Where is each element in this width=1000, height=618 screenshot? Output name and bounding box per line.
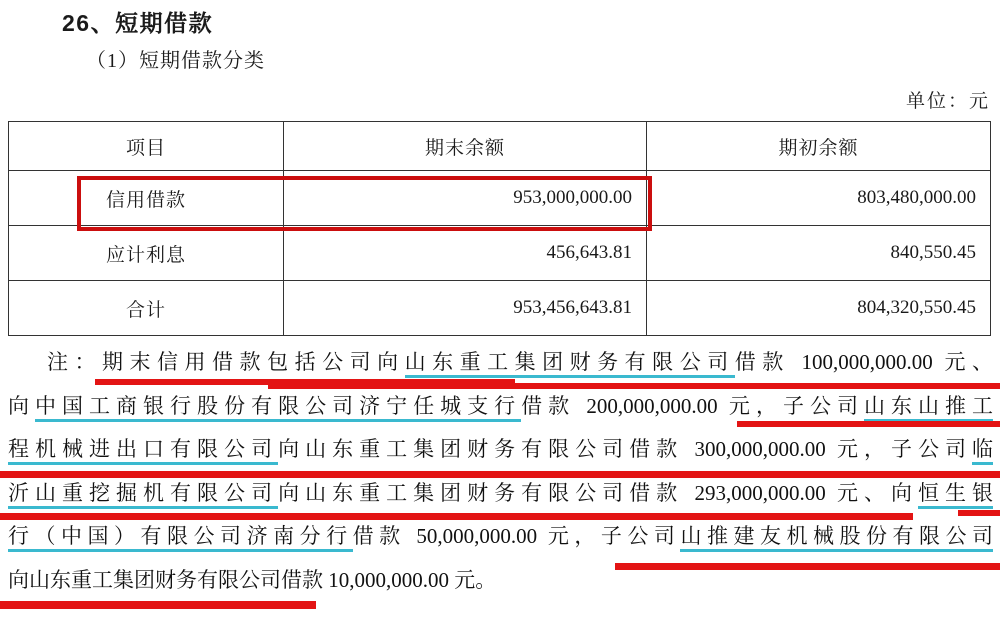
note-text: 向山东重工集团财务有限公司借款 10,000,000.00 元。 [8, 567, 497, 592]
entity-underlined: 山推建友机械股份有限公司 [680, 524, 993, 552]
table-cell: 803,480,000.00 [647, 171, 991, 226]
short-term-loans-table [8, 121, 991, 336]
note-line [8, 559, 993, 603]
note-text: 向 [8, 393, 36, 418]
table-body [9, 171, 991, 336]
note-line [8, 341, 993, 385]
table-cell: 953,000,000.00 [284, 171, 647, 226]
table-cell: 456,643.81 [284, 226, 647, 281]
note-line [8, 515, 993, 559]
entity-underlined: 山东重工集团财务有限公司 [405, 350, 735, 378]
note-line [8, 385, 993, 429]
entity-underlined: 临 [972, 437, 993, 465]
table-row [9, 171, 991, 226]
header-item: 项目 [9, 122, 284, 171]
header-beginning-balance: 期初余额 [647, 122, 991, 171]
note-text: 注：期末信用借款包括公司向 [47, 350, 405, 374]
header-ending-balance: 期末余额 [284, 122, 647, 171]
table-row [9, 281, 991, 336]
table-cell: 840,550.45 [647, 226, 991, 281]
table-header-row [9, 122, 991, 171]
note-text: 向山东重工集团财务有限公司借款 300,000,000.00 元，子公司 [278, 437, 972, 462]
note-text: 向山东重工集团财务有限公司借款 293,000,000.00 元、向 [278, 480, 918, 505]
subsection-title: （1）短期借款分类 [86, 50, 265, 72]
entity-underlined: 中国工商银行股份有限公司济宁任城支行 [35, 394, 521, 422]
section-title: 26、短期借款 [62, 10, 214, 36]
footnote-paragraph [8, 341, 993, 603]
note-text: 借款 200,000,000.00 元，子公司 [521, 393, 864, 418]
entity-underlined: 恒生银 [918, 481, 993, 509]
note-line [8, 428, 993, 472]
table-cell: 信用借款 [9, 171, 284, 226]
unit-label: 单位：元 [905, 91, 990, 112]
note-text: 借款 100,000,000.00 元、 [734, 350, 994, 374]
entity-underlined: 程机械进出口有限公司 [8, 437, 278, 465]
table-cell: 953,456,643.81 [284, 281, 647, 336]
note-line [8, 472, 993, 516]
entity-underlined: 行（中国）有限公司济南分行 [8, 524, 353, 552]
note-text: 借款 50,000,000.00 元，子公司 [352, 524, 681, 549]
entity-underlined: 沂山重挖掘机有限公司 [8, 481, 278, 509]
table-cell: 应计利息 [9, 226, 284, 281]
entity-underlined: 山东山推工 [864, 394, 993, 422]
table-cell: 合计 [9, 281, 284, 336]
table-cell: 804,320,550.45 [647, 281, 991, 336]
table-row [9, 226, 991, 281]
